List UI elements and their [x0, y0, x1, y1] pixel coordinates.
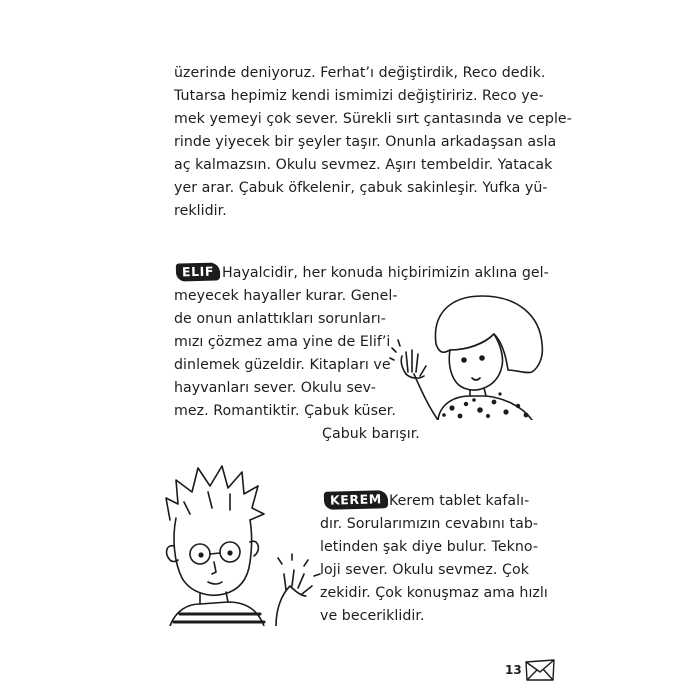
text-line: Çabuk barışır. — [322, 426, 420, 442]
text-line: Tutarsa hepimiz kendi ismimizi değiştiririz. Reco ye- — [174, 88, 544, 104]
text-line: loji sever. Okulu sevmez. Çok — [320, 562, 529, 578]
text-line: Kerem tablet kafalı- — [389, 493, 530, 509]
text-line: Hayalcidir, her konuda hiçbirimizin aklına gel- — [222, 265, 549, 281]
text-line: üzerinde deniyoruz. Ferhat’ı değiştirdik, Reco dedik. — [174, 65, 546, 81]
text-line: zekidir. Çok konuşmaz ama hızlı — [320, 585, 548, 601]
text-line: mez. Romantiktir. Çabuk küser. — [174, 403, 396, 419]
text-line: mek yemeyi çok sever. Sürekli sırt çantasında ve ceple- — [174, 111, 572, 127]
elif-illustration — [388, 282, 550, 420]
text-line: mızı çözmez ama yine de Elif’i — [174, 334, 391, 350]
text-line: reklidir. — [174, 203, 227, 219]
text-line: rinde yiyecek bir şeyler taşır. Onunla arkadaşsan asla — [174, 134, 557, 150]
text-line: meyecek hayaller kurar. Genel- — [174, 288, 398, 304]
text-line: dinlemek güzeldir. Kitapları ve — [174, 357, 391, 373]
envelope-icon — [524, 658, 556, 682]
elif-name-tag: ELIF — [176, 262, 221, 281]
text-line: hayvanları sever. Okulu sev- — [174, 380, 376, 396]
kerem-illustration — [156, 458, 324, 626]
page-number: 13 — [505, 663, 522, 677]
text-line: ve beceriklidir. — [320, 608, 425, 624]
text-line: de onun anlattıkları sorunları- — [174, 311, 386, 327]
text-line: yer arar. Çabuk öfkelenir, çabuk sakinleşir. Yufka yü- — [174, 180, 548, 196]
kerem-name-tag: KEREM — [324, 490, 388, 510]
text-line: dır. Sorularımızın cevabını tab- — [320, 516, 539, 532]
text-line: letinden şak diye bulur. Tekno- — [320, 539, 539, 555]
text-line: aç kalmazsın. Okulu sevmez. Aşırı tembeldir. Yatacak — [174, 157, 553, 173]
